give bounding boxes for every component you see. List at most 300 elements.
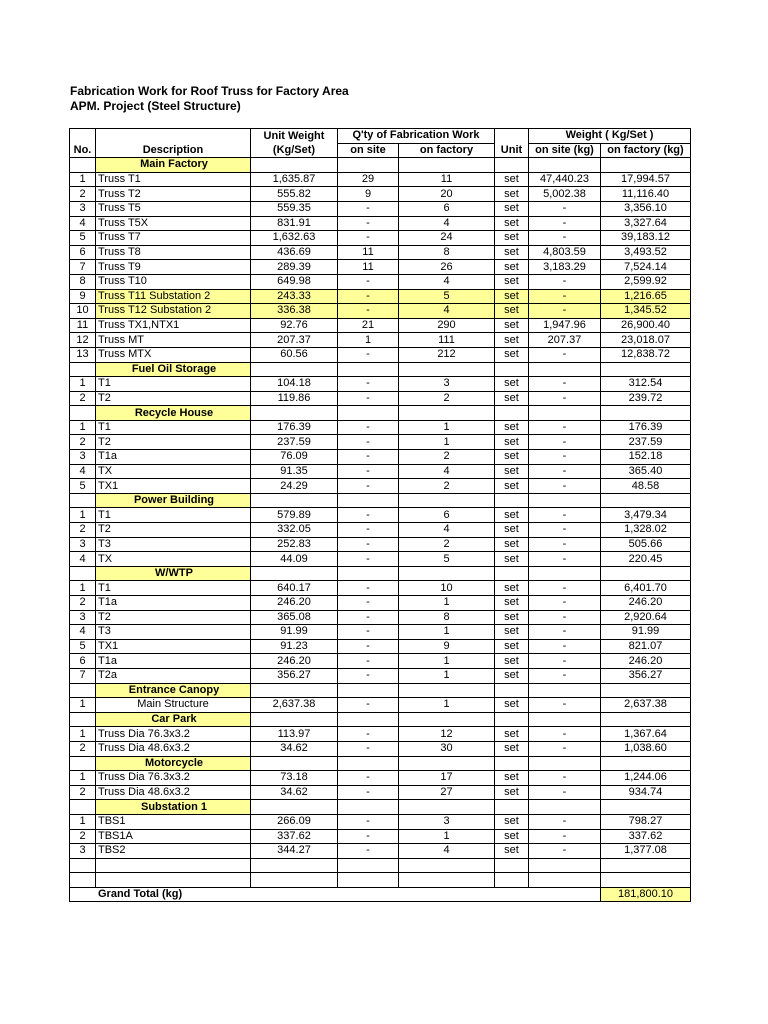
weight-on-site: - xyxy=(529,377,601,392)
document-subtitle: APM. Project (Steel Structure) xyxy=(70,99,241,113)
qty-on-site: 1 xyxy=(338,333,399,348)
unit: set xyxy=(495,639,529,654)
fabrication-table xyxy=(69,128,691,902)
unit-weight: 60.56 xyxy=(251,347,338,362)
table-row xyxy=(70,172,691,187)
header-qty-group: Q'ty of Fabrication Work xyxy=(338,129,495,144)
table-row xyxy=(70,420,691,435)
blank-row xyxy=(70,858,691,873)
qty-on-factory: 6 xyxy=(399,508,495,523)
row-description: TX xyxy=(96,552,251,567)
table-row xyxy=(70,450,691,465)
row-description: Truss MT xyxy=(96,333,251,348)
weight-on-site: - xyxy=(529,289,601,304)
weight-on-site: - xyxy=(529,201,601,216)
qty-on-site: - xyxy=(338,581,399,596)
header-description: Description xyxy=(96,143,251,158)
row-description: T1 xyxy=(96,581,251,596)
unit-weight: 104.18 xyxy=(251,377,338,392)
qty-on-factory: 2 xyxy=(399,450,495,465)
qty-on-factory: 24 xyxy=(399,231,495,246)
row-description: Truss T10 xyxy=(96,274,251,289)
qty-on-factory: 4 xyxy=(399,304,495,319)
table-row xyxy=(70,377,691,392)
row-number: 3 xyxy=(70,537,96,552)
row-description: Truss T11 Substation 2 xyxy=(96,289,251,304)
row-description: Truss Dia 48.6x3.2 xyxy=(96,785,251,800)
qty-on-factory: 26 xyxy=(399,260,495,275)
weight-on-factory: 1,038.60 xyxy=(601,741,691,756)
qty-on-factory: 4 xyxy=(399,464,495,479)
row-description: T2 xyxy=(96,523,251,538)
weight-on-factory: 26,900.40 xyxy=(601,318,691,333)
qty-on-factory: 1 xyxy=(399,829,495,844)
unit: set xyxy=(495,829,529,844)
section-title: Fuel Oil Storage xyxy=(96,362,251,377)
row-number: 4 xyxy=(70,464,96,479)
row-number: 1 xyxy=(70,377,96,392)
qty-on-site: - xyxy=(338,420,399,435)
row-number: 1 xyxy=(70,727,96,742)
section-title: Power Building xyxy=(96,493,251,508)
header-on-site: on site xyxy=(338,143,399,158)
unit-weight: 119.86 xyxy=(251,391,338,406)
weight-on-site: - xyxy=(529,596,601,611)
row-description: T2a xyxy=(96,668,251,683)
qty-on-factory: 3 xyxy=(399,814,495,829)
section-row xyxy=(70,800,691,815)
weight-on-site: - xyxy=(529,844,601,859)
qty-on-site: - xyxy=(338,654,399,669)
weight-on-site: 3,183.29 xyxy=(529,260,601,275)
weight-on-site: - xyxy=(529,523,601,538)
table-row xyxy=(70,741,691,756)
weight-on-site: - xyxy=(529,654,601,669)
weight-on-factory: 11,116.40 xyxy=(601,187,691,202)
unit: set xyxy=(495,814,529,829)
qty-on-factory: 27 xyxy=(399,785,495,800)
header-row-2 xyxy=(70,143,691,158)
row-number: 4 xyxy=(70,552,96,567)
table-row xyxy=(70,318,691,333)
weight-on-factory: 6,401.70 xyxy=(601,581,691,596)
qty-on-site: - xyxy=(338,231,399,246)
unit: set xyxy=(495,304,529,319)
row-description: Truss MTX xyxy=(96,347,251,362)
row-description: TBS1A xyxy=(96,829,251,844)
table-row xyxy=(70,304,691,319)
header-on-site-kg: on site (kg) xyxy=(529,143,601,158)
unit: set xyxy=(495,479,529,494)
header-on-factory-kg: on factory (kg) xyxy=(601,143,691,158)
row-description: Truss TX1,NTX1 xyxy=(96,318,251,333)
row-number: 5 xyxy=(70,231,96,246)
row-number: 8 xyxy=(70,274,96,289)
qty-on-factory: 4 xyxy=(399,274,495,289)
row-description: Truss T7 xyxy=(96,231,251,246)
header-unit-weight: Unit Weight xyxy=(251,129,338,144)
weight-on-site: - xyxy=(529,347,601,362)
weight-on-factory: 1,377.08 xyxy=(601,844,691,859)
weight-on-factory: 2,920.64 xyxy=(601,610,691,625)
unit: set xyxy=(495,420,529,435)
row-description: T2 xyxy=(96,391,251,406)
weight-on-factory: 12,838.72 xyxy=(601,347,691,362)
weight-on-site: - xyxy=(529,625,601,640)
row-number: 2 xyxy=(70,785,96,800)
grand-total-value: 181,800.10 xyxy=(601,887,691,902)
qty-on-factory: 290 xyxy=(399,318,495,333)
row-number: 2 xyxy=(70,523,96,538)
unit-weight: 91.99 xyxy=(251,625,338,640)
unit: set xyxy=(495,318,529,333)
qty-on-site: - xyxy=(338,741,399,756)
unit: set xyxy=(495,187,529,202)
row-number: 2 xyxy=(70,435,96,450)
table-row xyxy=(70,391,691,406)
qty-on-site: 11 xyxy=(338,245,399,260)
unit: set xyxy=(495,581,529,596)
row-number: 1 xyxy=(70,420,96,435)
weight-on-factory: 312.54 xyxy=(601,377,691,392)
qty-on-site: - xyxy=(338,464,399,479)
table-row xyxy=(70,508,691,523)
weight-on-factory: 3,356.10 xyxy=(601,201,691,216)
weight-on-site: - xyxy=(529,814,601,829)
qty-on-site: - xyxy=(338,508,399,523)
unit-weight: 559.35 xyxy=(251,201,338,216)
unit-weight: 176.39 xyxy=(251,420,338,435)
table-row xyxy=(70,639,691,654)
qty-on-site: - xyxy=(338,289,399,304)
row-description: TBS2 xyxy=(96,844,251,859)
weight-on-site: 207.37 xyxy=(529,333,601,348)
document-title: Fabrication Work for Roof Truss for Factory Area xyxy=(70,84,349,98)
qty-on-factory: 2 xyxy=(399,537,495,552)
row-number: 12 xyxy=(70,333,96,348)
qty-on-factory: 17 xyxy=(399,771,495,786)
header-on-factory: on factory xyxy=(399,143,495,158)
weight-on-factory: 2,599.92 xyxy=(601,274,691,289)
weight-on-site: 47,440.23 xyxy=(529,172,601,187)
row-number: 5 xyxy=(70,639,96,654)
row-number: 3 xyxy=(70,201,96,216)
table-row xyxy=(70,814,691,829)
weight-on-site: - xyxy=(529,231,601,246)
qty-on-factory: 5 xyxy=(399,552,495,567)
unit: set xyxy=(495,289,529,304)
weight-on-site: - xyxy=(529,508,601,523)
unit: set xyxy=(495,537,529,552)
qty-on-site: - xyxy=(338,610,399,625)
qty-on-factory: 1 xyxy=(399,654,495,669)
qty-on-site: - xyxy=(338,537,399,552)
unit-weight: 246.20 xyxy=(251,654,338,669)
section-row xyxy=(70,756,691,771)
qty-on-factory: 1 xyxy=(399,435,495,450)
qty-on-site: - xyxy=(338,377,399,392)
qty-on-site: - xyxy=(338,523,399,538)
qty-on-site: 21 xyxy=(338,318,399,333)
qty-on-factory: 1 xyxy=(399,420,495,435)
row-number: 2 xyxy=(70,829,96,844)
qty-on-factory: 4 xyxy=(399,523,495,538)
qty-on-factory: 4 xyxy=(399,844,495,859)
row-description: T3 xyxy=(96,625,251,640)
table-row xyxy=(70,581,691,596)
qty-on-factory: 212 xyxy=(399,347,495,362)
table-row xyxy=(70,625,691,640)
qty-on-factory: 12 xyxy=(399,727,495,742)
unit: set xyxy=(495,216,529,231)
row-description: T2 xyxy=(96,435,251,450)
weight-on-factory: 821.07 xyxy=(601,639,691,654)
weight-on-factory: 1,244.06 xyxy=(601,771,691,786)
qty-on-site: - xyxy=(338,391,399,406)
table-row xyxy=(70,844,691,859)
header-unit: Unit xyxy=(495,143,529,158)
weight-on-site: - xyxy=(529,741,601,756)
weight-on-site: - xyxy=(529,698,601,713)
weight-on-site: - xyxy=(529,216,601,231)
qty-on-site: 29 xyxy=(338,172,399,187)
unit: set xyxy=(495,654,529,669)
unit: set xyxy=(495,741,529,756)
table-row xyxy=(70,654,691,669)
table-row xyxy=(70,552,691,567)
unit-weight: 1,635.87 xyxy=(251,172,338,187)
unit: set xyxy=(495,508,529,523)
qty-on-site: - xyxy=(338,552,399,567)
row-number: 2 xyxy=(70,187,96,202)
weight-on-site: - xyxy=(529,304,601,319)
header-weight-group: Weight ( Kg/Set ) xyxy=(529,129,691,144)
weight-on-factory: 246.20 xyxy=(601,596,691,611)
table-row xyxy=(70,479,691,494)
unit: set xyxy=(495,377,529,392)
unit: set xyxy=(495,231,529,246)
qty-on-factory: 2 xyxy=(399,391,495,406)
row-description: Truss T5 xyxy=(96,201,251,216)
unit: set xyxy=(495,274,529,289)
weight-on-factory: 365.40 xyxy=(601,464,691,479)
unit-weight: 207.37 xyxy=(251,333,338,348)
row-number: 11 xyxy=(70,318,96,333)
table-row xyxy=(70,260,691,275)
qty-on-site: - xyxy=(338,771,399,786)
section-title: Main Factory xyxy=(96,158,251,173)
qty-on-site: - xyxy=(338,596,399,611)
qty-on-factory: 8 xyxy=(399,610,495,625)
qty-on-factory: 1 xyxy=(399,698,495,713)
table-row xyxy=(70,771,691,786)
grand-total-label: Grand Total (kg) xyxy=(70,887,601,902)
qty-on-site: - xyxy=(338,304,399,319)
weight-on-factory: 1,367.64 xyxy=(601,727,691,742)
qty-on-site: - xyxy=(338,201,399,216)
weight-on-factory: 798.27 xyxy=(601,814,691,829)
row-number: 3 xyxy=(70,844,96,859)
unit-weight: 640.17 xyxy=(251,581,338,596)
weight-on-factory: 220.45 xyxy=(601,552,691,567)
qty-on-factory: 8 xyxy=(399,245,495,260)
weight-on-factory: 39,183.12 xyxy=(601,231,691,246)
table-row xyxy=(70,274,691,289)
unit-weight: 73.18 xyxy=(251,771,338,786)
weight-on-site: 4,803.59 xyxy=(529,245,601,260)
weight-on-site: - xyxy=(529,420,601,435)
row-description: Truss T5X xyxy=(96,216,251,231)
grand-total-row xyxy=(70,887,691,902)
unit: set xyxy=(495,172,529,187)
unit-weight: 252.83 xyxy=(251,537,338,552)
blank-row xyxy=(70,873,691,888)
weight-on-site: - xyxy=(529,464,601,479)
qty-on-factory: 10 xyxy=(399,581,495,596)
unit-weight: 436.69 xyxy=(251,245,338,260)
unit-weight: 831.91 xyxy=(251,216,338,231)
unit: set xyxy=(495,625,529,640)
row-description: Truss Dia 76.3x3.2 xyxy=(96,727,251,742)
unit-weight: 579.89 xyxy=(251,508,338,523)
weight-on-site: - xyxy=(529,479,601,494)
section-row xyxy=(70,566,691,581)
row-description: T2 xyxy=(96,610,251,625)
unit-weight: 266.09 xyxy=(251,814,338,829)
unit: set xyxy=(495,464,529,479)
row-number: 13 xyxy=(70,347,96,362)
weight-on-site: - xyxy=(529,581,601,596)
section-title: Entrance Canopy xyxy=(96,683,251,698)
weight-on-site: - xyxy=(529,785,601,800)
unit-weight: 1,632.63 xyxy=(251,231,338,246)
qty-on-site: - xyxy=(338,274,399,289)
weight-on-factory: 3,327.64 xyxy=(601,216,691,231)
unit-weight: 34.62 xyxy=(251,741,338,756)
weight-on-factory: 1,216.65 xyxy=(601,289,691,304)
qty-on-factory: 9 xyxy=(399,639,495,654)
qty-on-site: - xyxy=(338,814,399,829)
unit-weight: 344.27 xyxy=(251,844,338,859)
unit: set xyxy=(495,435,529,450)
qty-on-factory: 1 xyxy=(399,625,495,640)
row-description: TX1 xyxy=(96,479,251,494)
unit-weight: 91.23 xyxy=(251,639,338,654)
table-row xyxy=(70,829,691,844)
unit-weight: 289.39 xyxy=(251,260,338,275)
row-number: 6 xyxy=(70,245,96,260)
table-row xyxy=(70,245,691,260)
qty-on-factory: 4 xyxy=(399,216,495,231)
weight-on-factory: 48.58 xyxy=(601,479,691,494)
table-row xyxy=(70,187,691,202)
unit-weight: 246.20 xyxy=(251,596,338,611)
qty-on-site: - xyxy=(338,785,399,800)
weight-on-factory: 3,493.52 xyxy=(601,245,691,260)
row-description: Truss T1 xyxy=(96,172,251,187)
table-row xyxy=(70,785,691,800)
table-row xyxy=(70,333,691,348)
table-row xyxy=(70,537,691,552)
qty-on-site: - xyxy=(338,829,399,844)
row-description: T3 xyxy=(96,537,251,552)
section-row xyxy=(70,406,691,421)
unit-weight: 332.05 xyxy=(251,523,338,538)
weight-on-site: - xyxy=(529,450,601,465)
weight-on-factory: 176.39 xyxy=(601,420,691,435)
table-row xyxy=(70,216,691,231)
weight-on-factory: 7,524.14 xyxy=(601,260,691,275)
row-number: 1 xyxy=(70,814,96,829)
unit-weight: 356.27 xyxy=(251,668,338,683)
weight-on-factory: 505.66 xyxy=(601,537,691,552)
row-number: 1 xyxy=(70,172,96,187)
section-row xyxy=(70,712,691,727)
qty-on-site: 11 xyxy=(338,260,399,275)
section-title: Car Park xyxy=(96,712,251,727)
unit-weight: 337.62 xyxy=(251,829,338,844)
header-row-1 xyxy=(70,129,691,144)
unit: set xyxy=(495,523,529,538)
unit: set xyxy=(495,552,529,567)
qty-on-site: 9 xyxy=(338,187,399,202)
table-row xyxy=(70,347,691,362)
table-row xyxy=(70,668,691,683)
table-row xyxy=(70,610,691,625)
section-row xyxy=(70,493,691,508)
weight-on-site: - xyxy=(529,610,601,625)
header-no: No. xyxy=(70,143,96,158)
qty-on-factory: 5 xyxy=(399,289,495,304)
row-number: 6 xyxy=(70,654,96,669)
weight-on-site: - xyxy=(529,727,601,742)
qty-on-factory: 20 xyxy=(399,187,495,202)
qty-on-site: - xyxy=(338,435,399,450)
qty-on-factory: 111 xyxy=(399,333,495,348)
weight-on-factory: 152.18 xyxy=(601,450,691,465)
unit-weight: 365.08 xyxy=(251,610,338,625)
row-description: T1a xyxy=(96,596,251,611)
row-number: 5 xyxy=(70,479,96,494)
qty-on-factory: 30 xyxy=(399,741,495,756)
qty-on-site: - xyxy=(338,479,399,494)
table-row xyxy=(70,464,691,479)
row-number: 9 xyxy=(70,289,96,304)
row-number: 2 xyxy=(70,596,96,611)
qty-on-site: - xyxy=(338,844,399,859)
weight-on-site: - xyxy=(529,668,601,683)
weight-on-factory: 934.74 xyxy=(601,785,691,800)
unit: set xyxy=(495,260,529,275)
section-row xyxy=(70,683,691,698)
table-row xyxy=(70,698,691,713)
unit: set xyxy=(495,201,529,216)
weight-on-site: - xyxy=(529,829,601,844)
section-title: Substation 1 xyxy=(96,800,251,815)
qty-on-site: - xyxy=(338,216,399,231)
qty-on-site: - xyxy=(338,347,399,362)
weight-on-factory: 3,479.34 xyxy=(601,508,691,523)
row-description: TBS1 xyxy=(96,814,251,829)
qty-on-site: - xyxy=(338,727,399,742)
row-number: 1 xyxy=(70,508,96,523)
weight-on-site: - xyxy=(529,435,601,450)
table-row xyxy=(70,289,691,304)
qty-on-site: - xyxy=(338,450,399,465)
row-number: 4 xyxy=(70,625,96,640)
qty-on-factory: 2 xyxy=(399,479,495,494)
row-number: 1 xyxy=(70,771,96,786)
